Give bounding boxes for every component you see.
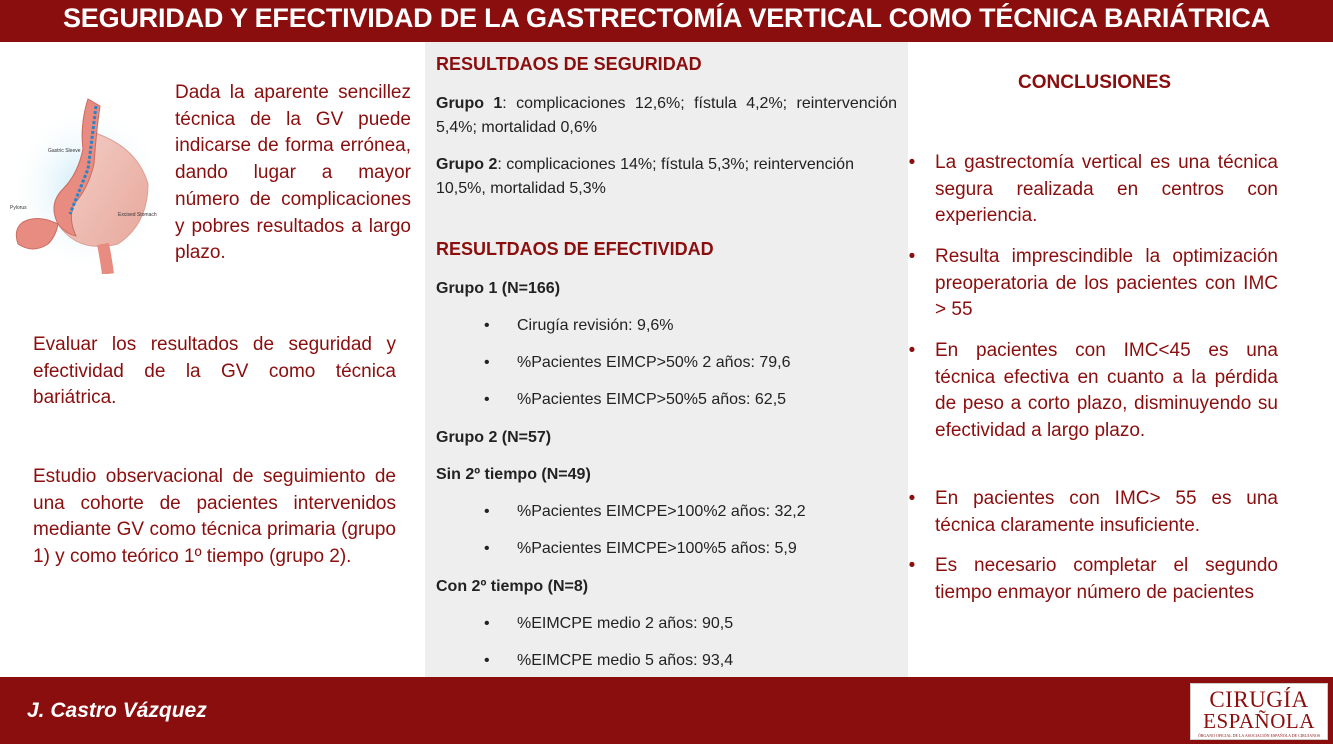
results-column	[425, 42, 908, 677]
group2-heading: Grupo 2 (N=57)	[436, 429, 552, 446]
label-pylorus: Pylorus	[10, 205, 27, 211]
conclusions-column	[908, 42, 1333, 677]
title-banner	[0, 0, 1333, 42]
group2-safety-text	[436, 153, 897, 200]
conclusion-item: • La gastrectomía vertical es una técnica segura realizada en centros con experiencia.	[908, 152, 1278, 227]
footer-bar	[0, 677, 1333, 744]
without-second-stage-heading: Sin 2º tiempo (N=49)	[436, 466, 591, 483]
journal-logo	[1190, 683, 1328, 740]
safety-results-title: RESULTDAOS DE SEGURIDAD	[436, 54, 702, 74]
group1-safety-values: : complicaciones 12,6%; fístula 4,2%; reintervención 5,4%; mortalidad 0,6%	[436, 95, 898, 136]
list-item: • Cirugía revisión: 9,6%	[484, 317, 674, 334]
list-item: • %Pacientes EIMCPE>100%2 años: 32,2	[484, 503, 806, 520]
page-title: SEGURIDAD Y EFECTIVIDAD DE LA GASTRECTOMÍA VERTICAL COMO TÉCNICA BARIÁTRICA	[62, 3, 1271, 33]
list-item: • %EIMCPE medio 2 años: 90,5	[484, 615, 734, 632]
conclusion-item: • En pacientes con IMC> 55 es una técnica claramente insuficiente.	[908, 488, 1278, 536]
author-name: J. Castro Vázquez	[27, 699, 207, 722]
list-item: • %EIMCPE medio 5 años: 93,4	[484, 652, 734, 669]
label-excised-stomach: Excised Stomach	[118, 212, 157, 218]
conclusions-title: CONCLUSIONES	[1018, 72, 1172, 93]
list-item: • %Pacientes EIMCP>50% 2 años: 79,6	[484, 354, 791, 371]
conclusion-item: • Es necesario completar el segundo tiempo enmayor número de pacientes	[908, 555, 1278, 603]
group1-safety-text	[436, 92, 897, 139]
logo-line2: ESPAÑOLA	[1203, 709, 1315, 733]
left-column	[0, 42, 425, 677]
logo-line1: CIRUGÍA	[1209, 687, 1309, 712]
objective-paragraph: Evaluar los resultados de seguridad y efectividad de la GV como técnica bariátrica.	[33, 334, 396, 409]
list-item: • %Pacientes EIMCPE>100%5 años: 5,9	[484, 540, 797, 557]
group2-safety-values: : complicaciones 14%; fístula 5,3%; reintervención 10,5%, mortalidad 5,3%	[436, 156, 854, 197]
list-item: • %Pacientes EIMCP>50%5 años: 62,5	[484, 391, 787, 408]
logo-subtitle: ÓRGANO OFICIAL DE LA ASOCIACIÓN ESPAÑOLA DE CIRUJANOS	[1197, 733, 1321, 738]
label-gastric-sleeve: Gastric Sleeve	[48, 148, 81, 154]
stomach-illustration	[8, 94, 168, 274]
group1-label: Grupo 1	[436, 95, 503, 112]
effectiveness-results-title: RESULTDAOS DE EFECTIVIDAD	[436, 239, 714, 259]
intro-paragraph: Dada la aparente sencillez técnica de la GV puede indicarse de forma errónea, dando lugar a mayor número de complicaciones y pobres resultados a largo plazo.	[175, 82, 411, 264]
group1-heading: Grupo 1 (N=166)	[436, 280, 561, 297]
with-second-stage-heading: Con 2º tiempo (N=8)	[436, 578, 589, 595]
conclusion-item: • Resulta imprescindible la optimización preoperatoria de los pacientes con IMC > 55	[908, 246, 1278, 321]
conclusion-item: • En pacientes con IMC<45 es una técnica efectiva en cuanto a la pérdida de peso a corto plazo, disminuyendo su efectividad a largo plazo.	[908, 340, 1278, 442]
group2-label: Grupo 2	[436, 156, 498, 173]
method-paragraph: Estudio observacional de seguimiento de una cohorte de pacientes intervenidos mediante GV como técnica primaria (grupo 1) y como teórico 1º tiempo (grupo 2).	[33, 466, 396, 568]
